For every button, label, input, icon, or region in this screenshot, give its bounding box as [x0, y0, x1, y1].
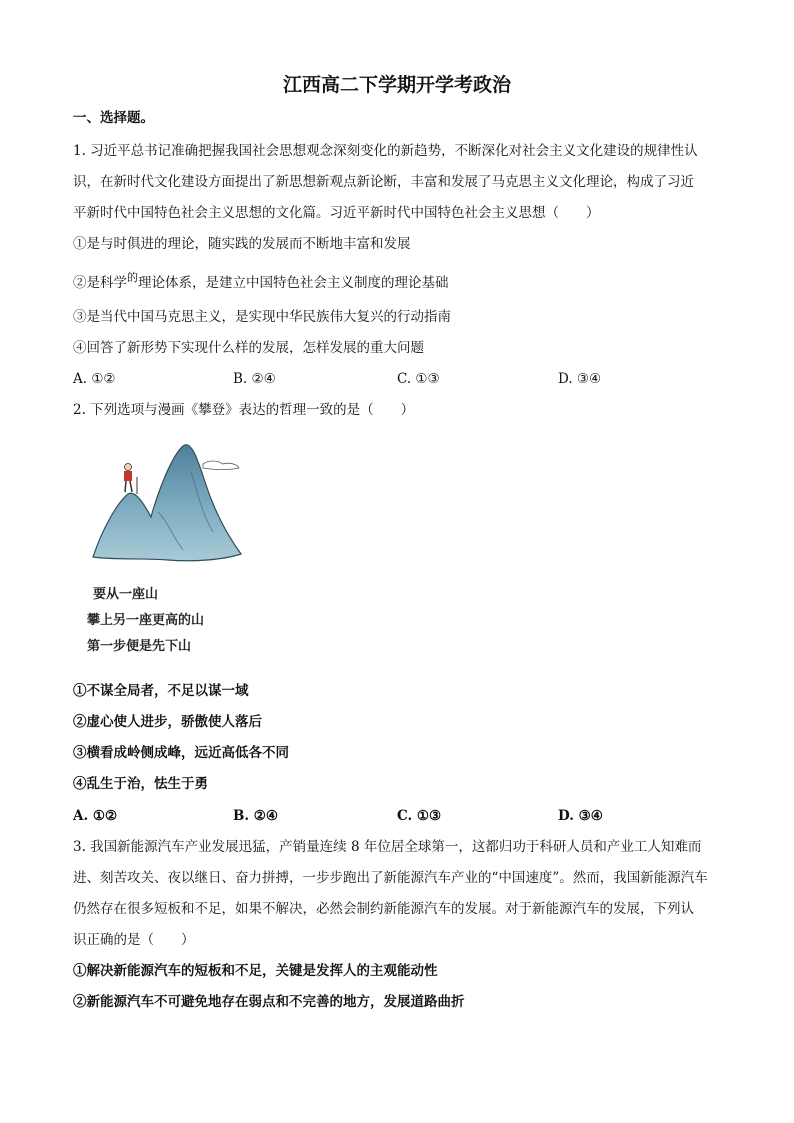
q1-stem-line-3: 平新时代中国特色社会主义思想的文化篇。习近平新时代中国特色社会主义思想（ ）	[73, 205, 600, 221]
comic-caption-line-1: 要从一座山	[93, 587, 159, 602]
q3-item-2: ②新能源汽车不可避免地存在弱点和不完善的地方，发展道路曲折	[73, 994, 465, 1010]
q2-choice-c: C. ①③	[397, 808, 442, 824]
q1-item-3: ③是当代中国马克思主义，是实现中华民族伟大复兴的行动指南	[73, 309, 451, 325]
q2-item-2: ②虚心使人进步，骄傲使人落后	[73, 714, 262, 730]
q1-item-2-start: ②是科学	[73, 275, 127, 291]
q1-item-2-rest: 理论体系，是建立中国特色社会主义制度的理论基础	[138, 275, 449, 291]
comic-caption-line-2: 攀上另一座更高的山	[87, 613, 205, 628]
climber-figure	[124, 464, 137, 495]
q1-item-2	[73, 273, 723, 294]
q3-stem-line-1: 3. 我国新能源汽车产业发展迅猛，产销量连续 8 年位居全球第一，这都归功于科研人员和产业工人知难而	[73, 839, 702, 855]
climbing-comic	[73, 432, 258, 664]
q3-stem-line-4: 识正确的是（ ）	[73, 932, 195, 948]
q1-choice-d: D. ③④	[558, 371, 602, 387]
cloud-shape	[203, 461, 239, 470]
q2-choice-d: D. ③④	[558, 808, 603, 824]
q1-item-2-superscript: 的	[127, 271, 138, 284]
q2-choice-b: B. ②④	[233, 808, 279, 824]
page-title: 江西高二下学期开学考政治	[282, 74, 511, 96]
q1-stem-line-2: 识，在新时代文化建设方面提出了新思想新观点新论断，丰富和发展了马克思主义文化理论，构成了习近	[73, 174, 694, 190]
q2-stem: 2. 下列选项与漫画《攀登》表达的哲理一致的是（ ）	[73, 402, 415, 418]
q1-choice-c: C. ①③	[397, 371, 440, 387]
comic-caption-line-3: 第一步便是先下山	[87, 639, 192, 654]
q2-item-4: ④乱生于治，怯生于勇	[73, 776, 208, 792]
section-heading: 一、选择题。	[73, 110, 154, 126]
q3-stem-line-2: 进、刻苦攻关、夜以继日、奋力拼搏，一步步跑出了新能源汽车产业的“中国速度”。然而，我国新能源汽车	[73, 870, 708, 886]
q3-stem-line-3: 仍然存在很多短板和不足，如果不解决，必然会制约新能源汽车的发展。对于新能源汽车的发展，下列认	[73, 901, 694, 917]
q1-choice-a: A. ①②	[73, 371, 116, 387]
q3-item-1: ①解决新能源汽车的短板和不足，关键是发挥人的主观能动性	[73, 963, 438, 979]
q2-item-3: ③横看成岭侧成峰，远近高低各不同	[73, 745, 289, 761]
q1-item-1: ①是与时俱进的理论，随实践的发展而不断地丰富和发展	[73, 236, 411, 252]
q1-choice-b: B. ②④	[233, 371, 276, 387]
q2-item-1: ①不谋全局者，不足以谋一域	[73, 683, 249, 699]
mountain-illustration	[73, 432, 258, 664]
q2-choice-a: A. ①②	[73, 808, 118, 824]
q1-stem-line-1: 1. 习近平总书记准确把握我国社会思想观念深刻变化的新趋势，不断深化对社会主义文化建设的规律性认	[73, 143, 698, 159]
q1-item-4: ④回答了新形势下实现什么样的发展，怎样发展的重大问题	[73, 340, 424, 356]
